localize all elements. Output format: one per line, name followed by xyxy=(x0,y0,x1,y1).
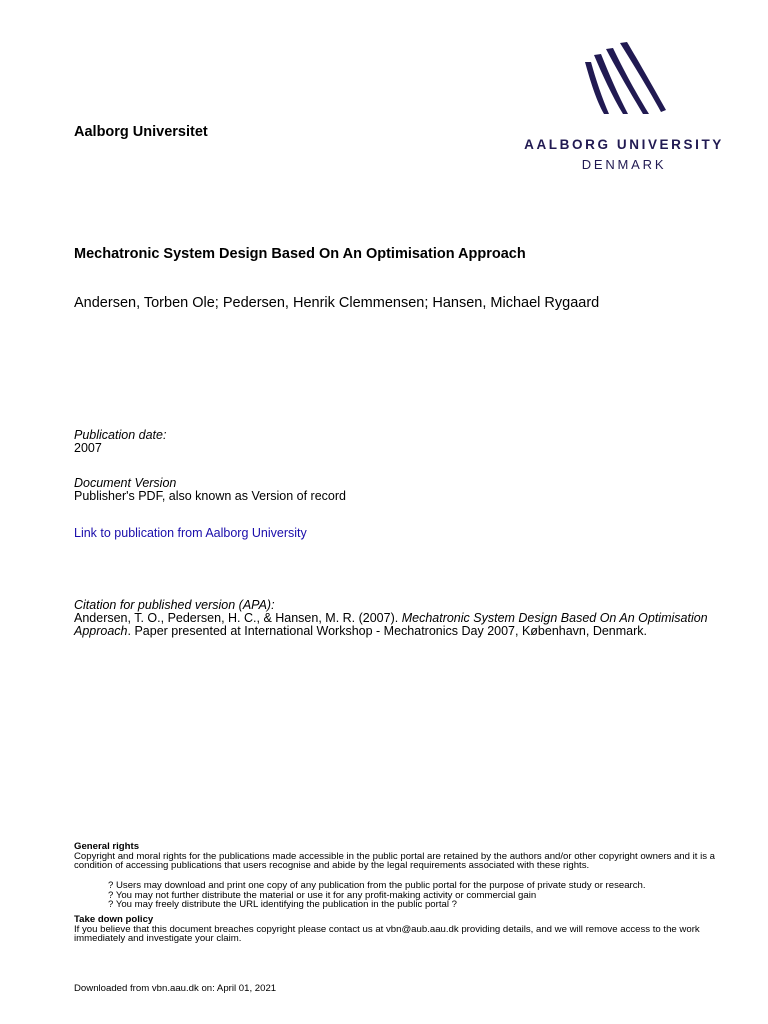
publication-date-block xyxy=(74,429,166,455)
citation-rest: . Paper presented at International Workshop - Mechatronics Day 2007, København, Denmark. xyxy=(127,623,648,638)
institution-name: Aalborg Universitet xyxy=(74,124,208,140)
take-down-block xyxy=(74,915,734,944)
publication-date-value: 2007 xyxy=(74,441,102,455)
publication-date-label: Publication date: xyxy=(74,428,167,442)
document-title: Mechatronic System Design Based On An Optimisation Approach xyxy=(74,246,526,262)
general-rights-heading: General rights xyxy=(74,841,140,852)
general-rights-block xyxy=(74,842,734,871)
rights-bullet-item: ? You may freely distribute the URL identifying the publication in the public portal ? xyxy=(108,899,457,911)
citation-label: Citation for published version (APA): xyxy=(74,598,275,612)
take-down-heading: Take down policy xyxy=(74,914,154,925)
university-logo xyxy=(524,40,724,175)
download-stamp: Downloaded from vbn.aau.dk on: April 01, 2021 xyxy=(74,983,277,994)
publication-link[interactable]: Link to publication from Aalborg University xyxy=(74,526,307,540)
logo-country: DENMARK xyxy=(581,157,667,172)
take-down-text: If you believe that this document breaches copyright please contact us at vbn@aub.aau.dk providing details, and we will remove access to the work immediately and investigate your claim. xyxy=(74,923,700,945)
document-version-label: Document Version xyxy=(74,476,177,490)
logo-wave-mark-icon xyxy=(582,40,666,118)
citation-authors: Andersen, T. O., Pedersen, H. C., & Hansen, M. R. (2007). xyxy=(74,611,399,625)
rights-bullet-list xyxy=(74,881,734,910)
general-rights-text: Copyright and moral rights for the publications made accessible in the public portal are retained by the authors and/or other copyright owners and it is a condition of accessing publications that users recognise and abide by the legal requirements associated with these rights. xyxy=(74,850,716,872)
authors-list: Andersen, Torben Ole; Pedersen, Henrik Clemmensen; Hansen, Michael Rygaard xyxy=(74,295,600,311)
logo-wordmark: AALBORG UNIVERSITY xyxy=(524,137,724,152)
rights-bullet-item: ? Users may download and print one copy of any publication from the public portal for the purpose of private study or research. xyxy=(108,880,646,891)
citation-title: Mechatronic System Design Based On An Optimisation Approach xyxy=(74,611,708,638)
rights-bullet-item: ? You may not further distribute the material or use it for any profit-making activity or commercial gain xyxy=(108,889,537,901)
citation-block xyxy=(74,599,714,637)
citation-text xyxy=(74,612,714,637)
document-version-block xyxy=(74,477,346,503)
document-version-value: Publisher's PDF, also known as Version of record xyxy=(74,489,346,503)
